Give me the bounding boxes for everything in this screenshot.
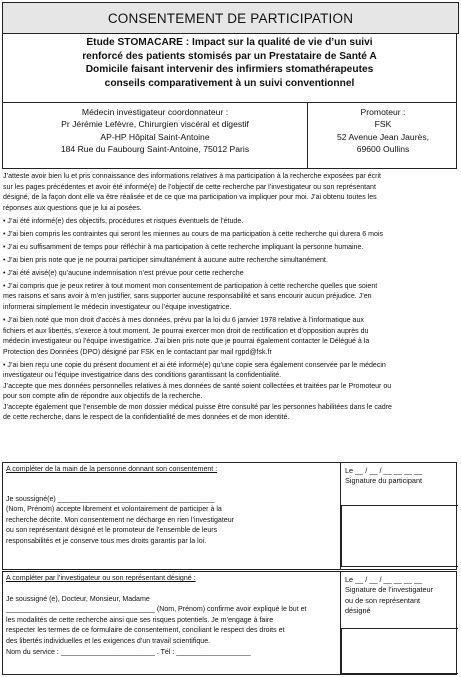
promoter-line: FSK: [374, 119, 392, 130]
promoter-line: Promoteur :: [360, 107, 406, 117]
investigator-statement: A compléter par l’investigateur ou son représentant désigné : Je soussigné (e), Docteur, Monsieur, Madame ______________________________________ (Nom, Prénom) confirme avoir expliqué le but et les modalités de cette recherche ainsi que ses risques potentiels. Je m’engage à faire respecter les termes de ce formulaire de consentement, conciliant le respect des droits et des libertés individuelles et les exigences d’un travail scientifique. Nom du service : ________________________ . Tél : ___________________: [6, 574, 338, 658]
investigator-line: Pr Jérémie Lefèvre, Chirurgien viscéral et digestif: [61, 119, 249, 130]
investigator-signature-section: [2, 571, 457, 675]
participant-statement: A compléter de la main de la personne donnant son consentement : Je soussigné(e) ________________________________________ (Nom, Prénom) accepte librement et volontairement de participer à la recherche décrite. Mon consentement ne décharge en rien l’investigateur ou son représentant désigné et le promoteur de l’ensemble de leurs responsabilités et je conserve tous mes droits garantis par la loi.: [6, 465, 334, 548]
statement-no-compensation: • J’ai été avisé(e) qu’aucune indemnisation n’est prévue pour cette recherche: [3, 269, 244, 277]
statement-no-other-research: • J’ai bien pris note que je ne pourrai participer simultanément à aucune autre recherche simultanément.: [3, 256, 328, 264]
study-title-box: [2, 33, 457, 103]
investigator-line: Médecin investigateur coordonnateur :: [81, 107, 229, 117]
participant-signature-section: [2, 462, 457, 570]
promoter-contact: [309, 103, 457, 168]
investigator-date-field[interactable]: Le __ / __ / __ __ __ __: [345, 575, 423, 584]
study-title-line: Domicile faisant intervenir des infirmiers stomathérapeutes: [85, 64, 374, 76]
statement-time: • J’ai eu suffisamment de temps pour réfléchir à ma participation à cette recherche impliquant la personne humaine.: [3, 243, 364, 251]
service-phone-line[interactable]: Nom du service : ________________________ . Tél : ___________________: [6, 648, 251, 656]
investigator-signature-box[interactable]: [341, 628, 458, 674]
statement-data-processing: J’accepte que mes données personnelles relatives à mes données de santé soient collectées et traitées par le Promoteur ou pour son compte afin de répondre aux objectifs de la recherche.: [3, 382, 392, 401]
promoter-line: 69600 Oullins: [356, 144, 410, 155]
participant-signature-box[interactable]: [341, 505, 458, 567]
consent-statements: [3, 172, 458, 424]
statement-objectives: • J’ai été informé(e) des objectifs, procédures et risques éventuels de l’étude.: [3, 217, 244, 225]
investigator-name-line[interactable]: ______________________________________ (Nom, Prénom) confirme avoir expliqué le but et: [6, 606, 307, 614]
investigator-contact: [3, 103, 308, 168]
promoter-line: 52 Avenue Jean Jaurès,: [336, 131, 430, 142]
statement-withdrawal: • J’ai compris que je peux retirer à tout moment mon consentement de participation à cette recherche quelles que soient mes raisons et sans avoir à m’en justifier, sans supporter aucune responsabilité et sans encourir aucun préjudice. J’en informerai simplement le médecin investigateur ou l’équipe investigatrice.: [3, 282, 378, 312]
statement-copy: • J’ai bien reçu une copie du présent document et ai été informé(e) qu’une copie sera également conservée par le médecin investigateur ou l’équipe investigatrice dans des conditions garantissant la confidentialité.: [3, 361, 386, 380]
participant-heading: A compléter de la main de la personne donnant son consentement :: [6, 466, 218, 473]
investigator-line: 184 Rue du Faubourg Saint-Antoine, 75012 Paris: [60, 144, 250, 155]
participant-name-line[interactable]: Je soussigné(e) ________________________________________: [6, 495, 215, 503]
participant-signature-label: Signature du participant: [345, 476, 423, 486]
investigator-line: AP-HP Hôpital Saint-Antoine: [100, 131, 210, 142]
study-title-line: Etude STOMACARE : Impact sur la qualité de vie d’un suivi: [86, 37, 373, 48]
participant-date-field[interactable]: Le __ / __ / __ __ __ __: [345, 466, 423, 475]
form-title: CONSENTEMENT DE PARTICIPATION: [2, 2, 459, 34]
contacts-box: [2, 103, 457, 169]
statement-constraints: • J’ai bien compris les contraintes qui seront les miennes au cours de ma participation à cette recherche qui durera 6 mois: [3, 230, 384, 238]
statement-data-rights: • J’ai bien noté que mon droit d’accès à mes données, prévu par la loi du 6 janvier 1978 relative à l’informatique aux fichiers et aux libertés, s’exerce à tout moment. Je pourrai exercer mon droit de rectification et d’opposition auprès du médecin investigateur ou l’équipe investigatrice. J’ai bien pris note que je pourrai également contacter le Délégué à la Protection des Données (DPO) désigné par FSK en le contactant par mail rgpd@fsk.fr: [3, 317, 370, 356]
study-title-line: renforcé des patients stomisés par un Prestataire de Santé A: [82, 50, 377, 62]
statement-medical-record: J’accepte également que l’ensemble de mon dossier médical puisse être consulté par les personnes habilitées dans le cadre de cette recherche, dans le respect de la confidentialité de mes données et de mon identité.: [3, 403, 392, 422]
participant-signature-cell: [340, 463, 457, 569]
study-title-line: conseils comparativement à un suivi conventionnel: [104, 77, 355, 89]
intro-paragraph: J’atteste avoir bien lu et pris connaissance des informations relatives à ma participation à la recherche exposées par écrit sur les pages précédentes et avoir été informé(e) de l’objectif de cette recherche par l’investigateur ou son représentant désigné, de la façon dont elle va être réalisée et de ce que ma participation va impliquer pour moi. J’ai obtenu toutes les réponses aux questions que je lui ai posées.: [3, 173, 381, 212]
investigator-signature-cell: Le __ / __ / __ __ __ __ Signature de l’investigateur ou de son représentant désigné: [340, 572, 457, 674]
investigator-heading: A compléter par l’investigateur ou son représentant désigné :: [6, 575, 196, 582]
